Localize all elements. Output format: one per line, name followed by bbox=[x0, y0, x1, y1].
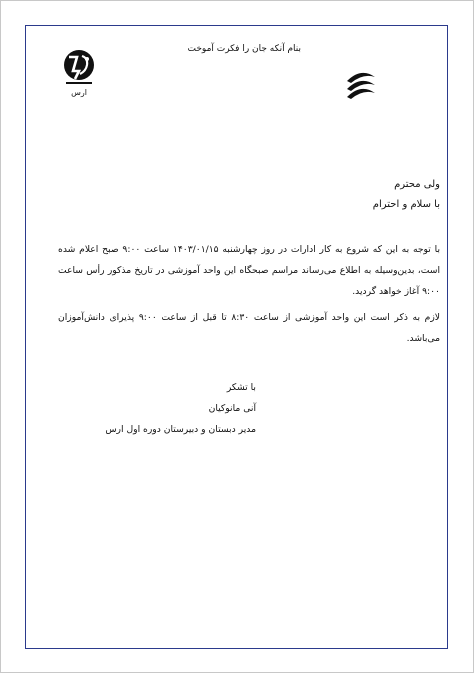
letter-paragraph-1: با توجه به این که شروع به کار ادارات در روز چهارشنبه ۱۴۰۳/۰۱/۱۵ ساعت ۹:۰۰ صبح اعلام شده است، بدین‌وسیله به اطلاع می‌رساند مراسم صبحگاه این واحد آموزشی در تاریخ مذکور رأس ساعت ۹:۰۰ آغاز خواهد گردید. bbox=[58, 244, 441, 297]
signer-title: مدیر دبستان و دبیرستان دوره اول ارس bbox=[105, 424, 256, 435]
letter-paragraph-2: لازم به ذکر است این واحد آموزشی از ساعت ۸:۳۰ تا قبل از ساعت ۹:۰۰ پذیرای دانش‌آموزان می‌باشد. bbox=[58, 312, 440, 344]
signer-name: آنی مانوکیان bbox=[208, 403, 256, 414]
school-logo-text: ارس bbox=[71, 88, 87, 97]
letter-salutation bbox=[60, 175, 440, 215]
school-logo-icon bbox=[57, 47, 101, 103]
greeting-line-2: با سلام و احترام bbox=[372, 199, 440, 210]
closing-line: با تشکر bbox=[226, 382, 256, 393]
wave-emblem-icon bbox=[341, 69, 381, 105]
greeting-line-1: ولی محترم bbox=[394, 179, 440, 190]
signature-block bbox=[36, 377, 256, 440]
letter-header-title: بنام آنکه جان را فکرت آموخت bbox=[187, 44, 301, 54]
